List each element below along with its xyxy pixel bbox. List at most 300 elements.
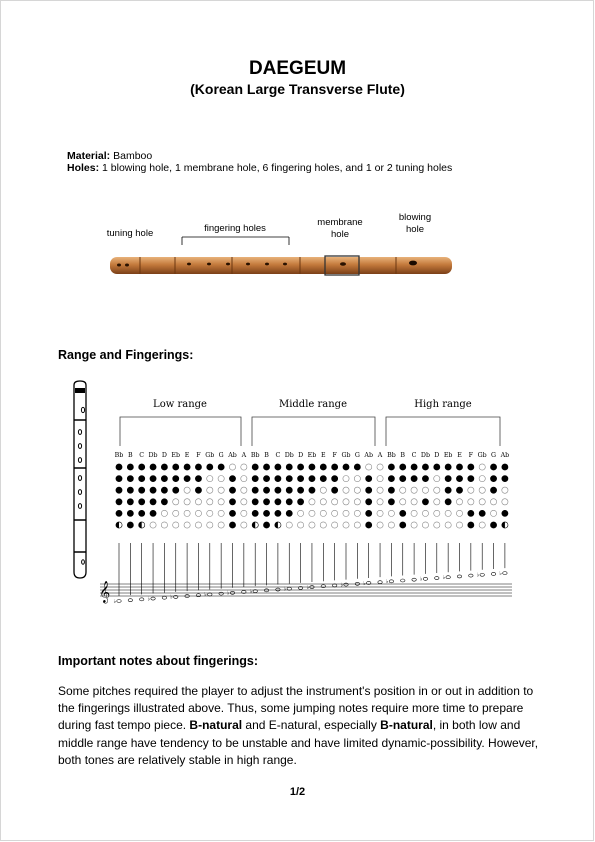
open-hole	[207, 522, 213, 528]
closed-hole	[388, 499, 394, 505]
whole-note	[344, 583, 348, 586]
half-hole-fill	[116, 522, 119, 528]
flat-icon: ♭	[113, 598, 117, 605]
fingering-holes-bracket	[182, 237, 289, 245]
open-hole	[184, 487, 190, 493]
closed-hole	[320, 464, 326, 470]
open-hole	[218, 487, 224, 493]
closed-hole	[263, 510, 269, 516]
whole-note	[151, 597, 155, 600]
open-hole	[241, 499, 247, 505]
closed-hole	[229, 499, 235, 505]
closed-hole	[388, 487, 394, 493]
open-hole	[445, 510, 451, 516]
open-hole	[422, 487, 428, 493]
open-hole	[241, 510, 247, 516]
open-hole	[241, 464, 247, 470]
open-hole	[377, 499, 383, 505]
flat-icon: ♭	[499, 570, 503, 577]
note-labels	[115, 452, 510, 459]
open-hole	[343, 487, 349, 493]
closed-hole	[298, 487, 304, 493]
note-label: D	[161, 452, 167, 459]
closed-hole	[298, 476, 304, 482]
whole-note	[457, 575, 461, 578]
whole-note	[401, 579, 405, 582]
blowing-hole-label: blowing hole	[398, 212, 432, 235]
closed-hole	[116, 510, 122, 516]
closed-hole	[127, 499, 133, 505]
whole-note	[412, 578, 416, 581]
open-hole	[388, 510, 394, 516]
closed-hole	[195, 487, 201, 493]
whole-note	[117, 600, 121, 603]
open-hole	[468, 499, 474, 505]
closed-hole	[275, 464, 281, 470]
paragraph-text: Some pitches required the player to adjust the instrument's position in or out in addition to the fingerings illustrated above. Thus, some jumping notes require more time to prepare during fast tempo piece.	[58, 684, 534, 733]
closed-hole	[229, 522, 235, 528]
closed-hole	[139, 499, 145, 505]
range-label-low: Low range	[153, 399, 207, 410]
open-hole	[468, 487, 474, 493]
open-hole	[434, 499, 440, 505]
open-hole	[241, 522, 247, 528]
note-label: F	[468, 452, 474, 459]
closed-hole	[286, 476, 292, 482]
flat-icon: ♭	[306, 584, 310, 591]
closed-hole	[127, 476, 133, 482]
closed-hole	[263, 499, 269, 505]
closed-hole	[263, 476, 269, 482]
closed-hole	[422, 499, 428, 505]
open-hole	[195, 522, 201, 528]
note-label: Ab	[500, 452, 510, 459]
open-hole	[320, 510, 326, 516]
open-hole	[479, 487, 485, 493]
closed-hole	[275, 487, 281, 493]
open-hole	[377, 487, 383, 493]
closed-hole	[116, 476, 122, 482]
closed-hole	[445, 476, 451, 482]
range-brackets	[120, 417, 500, 446]
note-label: Bb	[387, 452, 396, 459]
open-hole	[150, 522, 156, 528]
closed-hole	[184, 464, 190, 470]
closed-hole	[490, 464, 496, 470]
whole-note	[503, 572, 507, 575]
closed-hole	[388, 476, 394, 482]
closed-hole	[252, 487, 258, 493]
closed-hole	[468, 510, 474, 516]
closed-hole	[445, 487, 451, 493]
open-hole	[332, 522, 338, 528]
closed-hole	[456, 476, 462, 482]
open-hole	[320, 499, 326, 505]
open-hole	[173, 522, 179, 528]
open-hole	[377, 476, 383, 482]
closed-hole	[252, 464, 258, 470]
open-hole	[354, 476, 360, 482]
open-hole	[354, 522, 360, 528]
note-label: G	[218, 452, 224, 459]
closed-hole	[252, 499, 258, 505]
closed-hole	[275, 476, 281, 482]
closed-hole	[150, 487, 156, 493]
half-hole-fill	[252, 522, 255, 528]
note-label: Ab	[228, 452, 237, 459]
closed-hole	[366, 522, 372, 528]
material-value: Bamboo	[110, 150, 153, 162]
flat-icon: ♭	[227, 590, 230, 597]
closed-hole	[422, 476, 428, 482]
flat-icon: ♭	[204, 592, 207, 599]
closed-hole	[298, 464, 304, 470]
closed-hole	[298, 499, 304, 505]
closed-hole	[139, 487, 145, 493]
flat-icon: ♭	[385, 579, 389, 586]
whole-note	[469, 574, 473, 577]
open-hole	[320, 522, 326, 528]
closed-hole	[309, 487, 315, 493]
closed-hole	[161, 487, 167, 493]
holes-value: 1 blowing hole, 1 membrane hole, 6 fingering holes, and 1 or 2 tuning holes	[99, 162, 453, 174]
closed-hole	[275, 510, 281, 516]
closed-hole	[286, 499, 292, 505]
half-hole-fill	[139, 522, 142, 528]
closed-hole	[263, 487, 269, 493]
open-hole	[479, 522, 485, 528]
note-label: D	[434, 452, 440, 459]
note-label: A	[241, 452, 247, 459]
closed-hole	[263, 522, 269, 528]
closed-hole	[173, 464, 179, 470]
note-label: Eb	[443, 452, 453, 459]
open-hole	[309, 510, 315, 516]
open-hole	[184, 522, 190, 528]
note-label: A	[377, 452, 383, 459]
flat-icon: ♭	[442, 575, 446, 582]
note-label: Ab	[364, 452, 373, 459]
open-hole	[298, 510, 304, 516]
whole-note	[491, 572, 495, 575]
note-label: Bb	[250, 452, 260, 459]
open-hole	[207, 499, 213, 505]
closed-hole	[445, 464, 451, 470]
note-label: Gb	[341, 452, 351, 459]
emphasized-text: B-natural	[189, 718, 243, 733]
closed-hole	[173, 487, 179, 493]
page-subtitle: (Korean Large Transverse Flute)	[190, 81, 405, 97]
paragraph-text: and E-natural, especially	[242, 718, 381, 733]
closed-hole	[161, 476, 167, 482]
flat-icon: ♭	[249, 588, 253, 595]
note-stems	[119, 543, 505, 599]
open-hole	[218, 510, 224, 516]
open-hole	[400, 499, 406, 505]
open-hole	[309, 499, 315, 505]
whole-note	[196, 594, 200, 597]
closed-hole	[116, 487, 122, 493]
closed-hole	[150, 510, 156, 516]
closed-hole	[445, 499, 451, 505]
flat-icon: ♭	[170, 594, 173, 601]
half-hole-fill	[275, 522, 278, 528]
open-hole	[411, 510, 417, 516]
open-hole	[411, 487, 417, 493]
open-hole	[161, 522, 167, 528]
closed-hole	[207, 464, 213, 470]
staff-notes	[114, 571, 508, 605]
closed-hole	[411, 476, 417, 482]
closed-hole	[468, 522, 474, 528]
closed-hole	[275, 499, 281, 505]
open-hole	[332, 510, 338, 516]
whole-note	[276, 588, 280, 591]
closed-hole	[456, 487, 462, 493]
closed-hole	[366, 476, 372, 482]
flat-icon: ♭	[147, 596, 151, 603]
open-hole	[343, 499, 349, 505]
open-hole	[490, 499, 496, 505]
whole-note	[219, 592, 223, 595]
membrane-hole-label: membrane hole	[317, 217, 363, 240]
closed-hole	[161, 499, 167, 505]
note-label: B	[400, 452, 406, 459]
open-hole	[241, 476, 247, 482]
whole-note	[480, 573, 484, 576]
note-label: Gb	[477, 452, 487, 459]
open-hole	[207, 487, 213, 493]
closed-hole	[400, 510, 406, 516]
open-hole	[502, 487, 508, 493]
whole-note	[128, 599, 132, 602]
closed-hole	[320, 476, 326, 482]
closed-hole	[400, 464, 406, 470]
closed-hole	[456, 464, 462, 470]
open-hole	[422, 510, 428, 516]
whole-note	[446, 576, 450, 579]
closed-hole	[229, 476, 235, 482]
note-label: Db	[420, 452, 430, 459]
closed-hole	[218, 464, 224, 470]
flat-icon: ♭	[283, 586, 287, 593]
whole-note	[332, 584, 336, 587]
closed-hole	[502, 510, 508, 516]
daegeum-photo	[110, 256, 452, 275]
open-hole	[366, 464, 372, 470]
closed-hole	[400, 522, 406, 528]
open-hole	[456, 522, 462, 528]
closed-hole	[127, 510, 133, 516]
open-hole	[320, 487, 326, 493]
open-hole	[434, 476, 440, 482]
vertical-flute-drawing	[74, 381, 86, 578]
closed-hole	[366, 487, 372, 493]
note-label: Gb	[205, 452, 215, 459]
closed-hole	[411, 464, 417, 470]
open-hole	[479, 464, 485, 470]
open-hole	[218, 499, 224, 505]
important-notes-heading: Important notes about fingerings:	[58, 654, 258, 668]
note-label: F	[332, 452, 337, 459]
open-hole	[479, 499, 485, 505]
range-heading: Range and Fingerings:	[58, 348, 194, 362]
note-label: Bb	[114, 452, 124, 459]
whole-note	[208, 593, 212, 596]
note-label: Db	[284, 452, 294, 459]
closed-hole	[139, 464, 145, 470]
closed-hole	[150, 499, 156, 505]
whole-note	[423, 577, 427, 580]
closed-hole	[502, 476, 508, 482]
note-label: B	[264, 452, 269, 459]
note-label: B	[128, 452, 133, 459]
note-label: G	[491, 452, 497, 459]
closed-hole	[116, 499, 122, 505]
treble-clef-icon: 𝄞	[99, 581, 111, 603]
note-label: D	[298, 452, 304, 459]
closed-hole	[229, 510, 235, 516]
closed-hole	[468, 476, 474, 482]
closed-hole	[343, 464, 349, 470]
note-label: C	[411, 452, 417, 459]
open-hole	[354, 499, 360, 505]
closed-hole	[354, 464, 360, 470]
closed-hole	[184, 476, 190, 482]
open-hole	[298, 522, 304, 528]
note-label: C	[275, 452, 281, 459]
open-hole	[218, 476, 224, 482]
flat-icon: ♭	[363, 580, 366, 587]
note-label: C	[139, 452, 145, 459]
closed-hole	[366, 499, 372, 505]
whole-note	[378, 581, 382, 584]
open-hole	[502, 499, 508, 505]
closed-hole	[332, 487, 338, 493]
note-label: Eb	[171, 452, 181, 459]
open-hole	[173, 499, 179, 505]
open-hole	[354, 487, 360, 493]
closed-hole	[490, 476, 496, 482]
open-hole	[207, 510, 213, 516]
open-hole	[434, 522, 440, 528]
open-hole	[422, 522, 428, 528]
closed-hole	[366, 510, 372, 516]
open-hole	[343, 510, 349, 516]
open-hole	[434, 487, 440, 493]
emphasized-text: B-natural	[380, 718, 433, 733]
open-hole	[377, 522, 383, 528]
closed-hole	[490, 487, 496, 493]
open-hole	[229, 464, 235, 470]
open-hole	[207, 476, 213, 482]
open-hole	[218, 522, 224, 528]
closed-hole	[150, 476, 156, 482]
range-label-middle: Middle range	[278, 399, 348, 410]
closed-hole	[195, 476, 201, 482]
page-number: 1/2	[289, 786, 306, 798]
note-label: Eb	[307, 452, 317, 459]
open-hole	[332, 499, 338, 505]
closed-hole	[286, 510, 292, 516]
note-label: Db	[148, 452, 158, 459]
closed-hole	[332, 476, 338, 482]
closed-hole	[127, 522, 133, 528]
open-hole	[286, 522, 292, 528]
note-label: E	[184, 452, 190, 459]
page-title: DAEGEUM	[248, 58, 347, 79]
open-hole	[400, 487, 406, 493]
closed-hole	[127, 464, 133, 470]
open-hole	[343, 522, 349, 528]
half-hole-fill	[502, 522, 505, 528]
holes-label: Holes:	[67, 162, 100, 174]
closed-hole	[161, 464, 167, 470]
open-hole	[434, 510, 440, 516]
whole-note	[162, 596, 166, 599]
open-hole	[377, 464, 383, 470]
closed-hole	[286, 464, 292, 470]
open-hole	[388, 522, 394, 528]
closed-hole	[252, 510, 258, 516]
note-label: E	[320, 452, 326, 459]
open-hole	[377, 510, 383, 516]
whole-note	[435, 577, 439, 580]
closed-hole	[286, 487, 292, 493]
whole-note	[389, 580, 393, 583]
closed-hole	[252, 476, 258, 482]
open-hole	[195, 510, 201, 516]
open-hole	[490, 510, 496, 516]
open-hole	[343, 476, 349, 482]
fingering-grid	[116, 464, 508, 528]
open-hole	[411, 522, 417, 528]
note-label: G	[354, 452, 360, 459]
whole-note	[264, 589, 268, 592]
whole-note	[140, 598, 144, 601]
open-hole	[354, 510, 360, 516]
open-hole	[173, 510, 179, 516]
open-hole	[195, 499, 201, 505]
closed-hole	[479, 510, 485, 516]
open-hole	[456, 499, 462, 505]
open-hole	[445, 522, 451, 528]
closed-hole	[468, 464, 474, 470]
range-label-high: High range	[414, 399, 472, 410]
open-hole	[411, 499, 417, 505]
open-hole	[184, 510, 190, 516]
note-label: F	[196, 452, 201, 459]
closed-hole	[332, 464, 338, 470]
closed-hole	[139, 476, 145, 482]
closed-hole	[309, 476, 315, 482]
tuning-hole-label: tuning hole	[106, 228, 154, 239]
closed-hole	[434, 464, 440, 470]
flat-icon: ♭	[340, 582, 344, 589]
open-hole	[161, 510, 167, 516]
closed-hole	[173, 476, 179, 482]
closed-hole	[127, 487, 133, 493]
closed-hole	[388, 464, 394, 470]
open-hole	[241, 487, 247, 493]
closed-hole	[150, 464, 156, 470]
closed-hole	[139, 510, 145, 516]
fingering-holes-label: fingering holes	[204, 223, 266, 234]
material-label: Material:	[67, 150, 111, 162]
closed-hole	[195, 464, 201, 470]
closed-hole	[400, 476, 406, 482]
fingering-notes-paragraph	[58, 683, 543, 769]
